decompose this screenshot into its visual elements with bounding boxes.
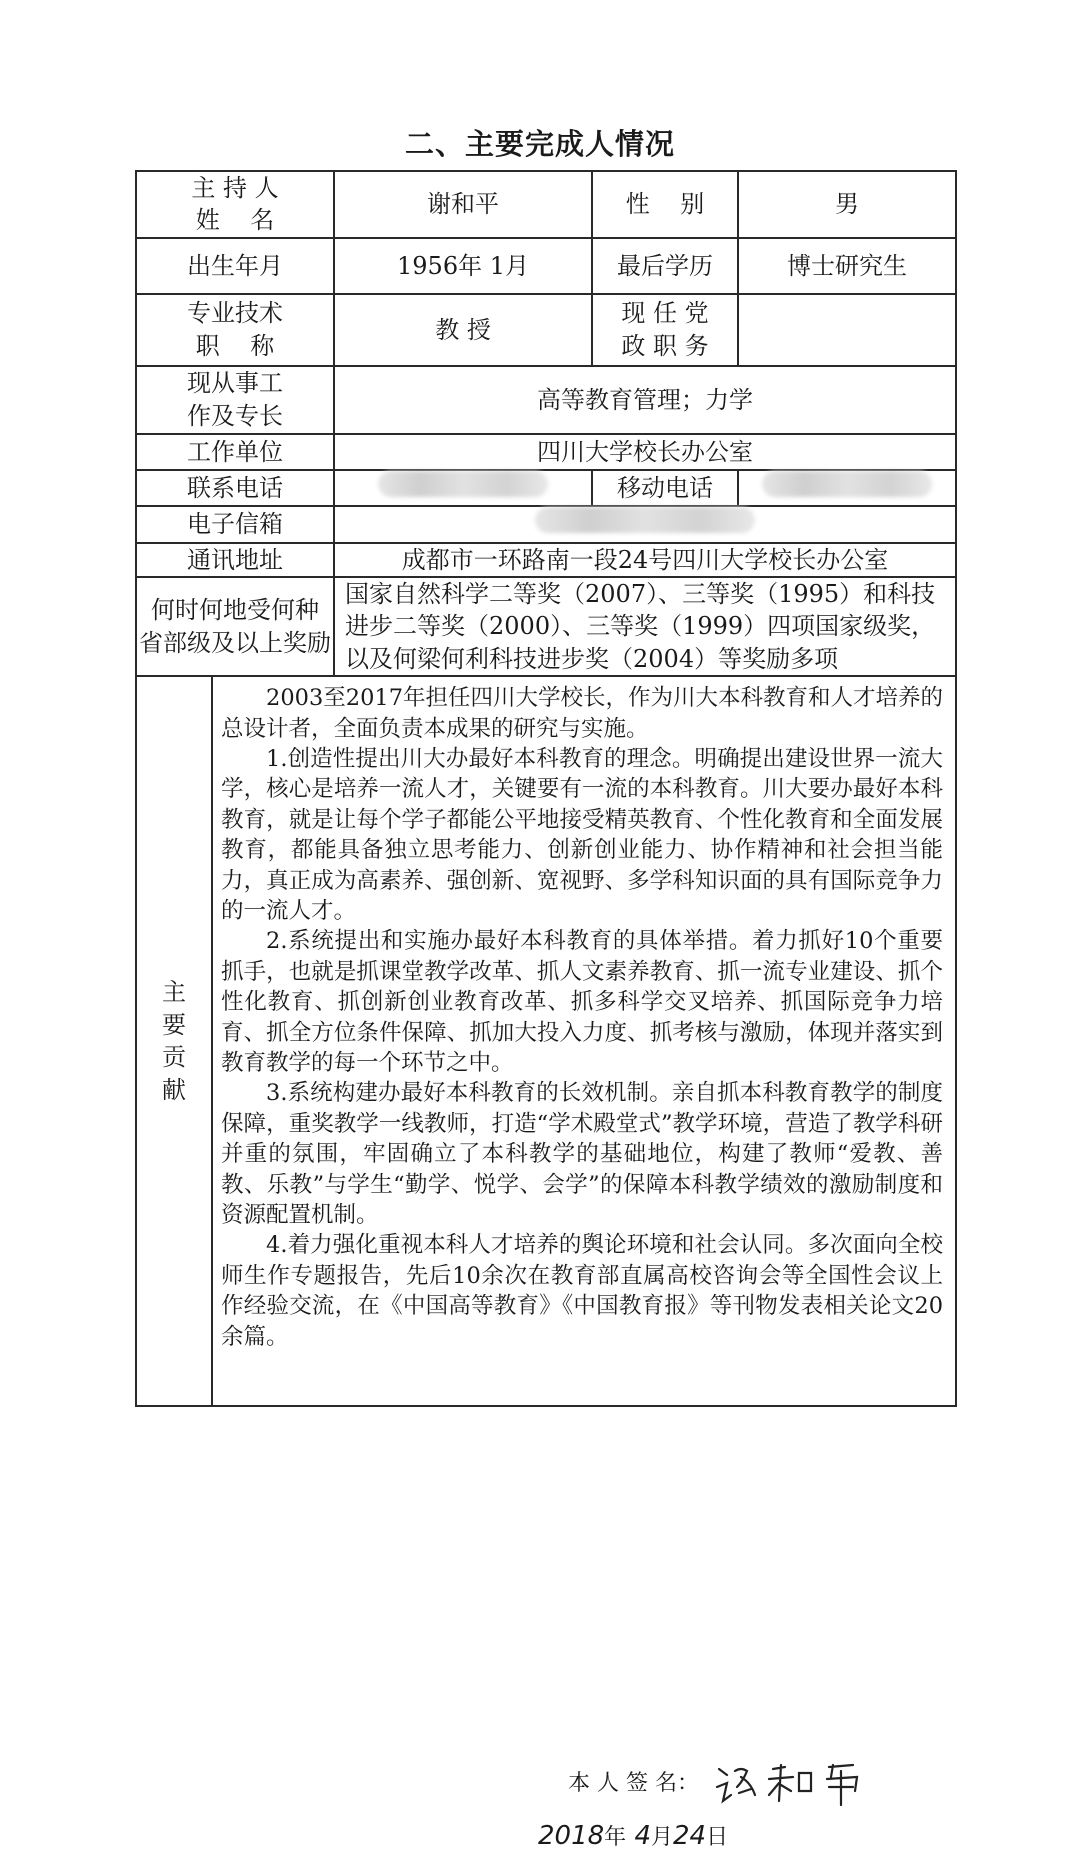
mobile-value-redacted [738,470,956,506]
contribution-paragraph: 3.系统构建办最好本科教育的长效机制。亲自抓本科教育教学的制度保障，重奖教学一线教师，打造“学术殿堂式”教学环境，营造了教学科研并重的氛围，牢固确立了本科教学的基础地位，构建了教师“爱教、善教、乐教”与学生“勤学、悦学、会学”的保障本科教学绩效的激励制度和资源配置机制。 [221,1080,944,1229]
awards-value: 国家自然科学二等奖（2007）、三等奖（1995）和科技进步二等奖（2000）、三等奖（1999）四项国家级奖，以及何梁何利科技进步奖（2004）等奖励多项 [334,577,956,676]
gender-label: 性 别 [592,171,738,238]
contribution-char: 献 [162,1075,186,1104]
contribution-char: 主 [162,978,186,1007]
contribution-char: 要 [162,1010,186,1039]
contribution-char: 贡 [162,1043,186,1072]
work-specialty-label: 现从事工 作及专长 [136,366,334,434]
handwritten-signature [711,1757,891,1807]
mobile-label: 移动电话 [592,470,738,506]
work-unit-value: 四川大学校长办公室 [334,434,956,470]
education-label: 最后学历 [592,238,738,294]
work-specialty-value: 高等教育管理；力学 [334,366,956,434]
party-post-label: 现 任 党 政 职 务 [592,294,738,366]
personnel-form-table [135,170,957,1852]
gender-value: 男 [738,171,956,238]
address-label: 通讯地址 [136,543,334,577]
work-unit-label: 工作单位 [136,434,334,470]
awards-label: 何时何地受何种 省部级及以上奖励 [136,577,334,676]
email-value-redacted [334,506,956,542]
signature-date: 2018年 4月24日 [538,1821,729,1852]
birth-value: 1956年 1月 [334,238,592,294]
signature-label: 本 人 签 名： [568,1771,699,1797]
phone-value-redacted [334,470,592,506]
contribution-paragraph: 4.着力强化重视本科人才培养的舆论环境和社会认同。多次面向全校师生作专题报告，先后10余次在教育部直属高校咨询会等全国性会议上作经验交流，在《中国高等教育》《中国教育报》等刊物发表相关论文20余篇。 [221,1232,944,1350]
contribution-paragraph: 2003至2017年担任四川大学校长，作为川大本科教育和人才培养的总设计者，全面负责本成果的研究与实施。 [221,685,944,742]
birth-label: 出生年月 [136,238,334,294]
main-contribution-body [212,676,956,1852]
pro-title-label: 专业技术 职 称 [136,294,334,366]
address-value: 成都市一环路南一段24号四川大学校长办公室 [334,543,956,577]
party-post-value [738,294,956,366]
education-value: 博士研究生 [738,238,956,294]
host-name-label: 主 持 人 姓 名 [136,171,334,238]
contribution-paragraph: 2.系统提出和实施办最好本科教育的具体举措。着力抓好10个重要抓手，也就是抓课堂教学改革、抓人文素养教育、抓一流专业建设、抓个性化教育、抓创新创业教育改革、抓多科学交叉培养、抓国际竞争力培育、抓全方位条件保障、抓加大投入力度、抓考核与激励，体现并落实到教育教学的每一个环节之中。 [221,928,944,1076]
pro-title-value: 教 授 [334,294,592,366]
page-title: 二、主要完成人情况 [404,127,675,161]
email-label: 电子信箱 [136,506,334,542]
host-name-value: 谢和平 [334,171,592,238]
main-contribution-label [136,676,212,1406]
phone-label: 联系电话 [136,470,334,506]
contribution-paragraph: 1.创造性提出川大办最好本科教育的理念。明确提出建设世界一流大学，核心是培养一流人才，关键要有一流的本科教育。川大要办最好本科教育，就是让每个学子都能公平地接受精英教育、个性化教育和全面发展教育，都能具备独立思考能力、创新创业能力、协作精神和社会担当能力，真正成为高素养、强创新、宽视野、多学科知识面的具有国际竞争力的一流人才。 [221,745,944,924]
